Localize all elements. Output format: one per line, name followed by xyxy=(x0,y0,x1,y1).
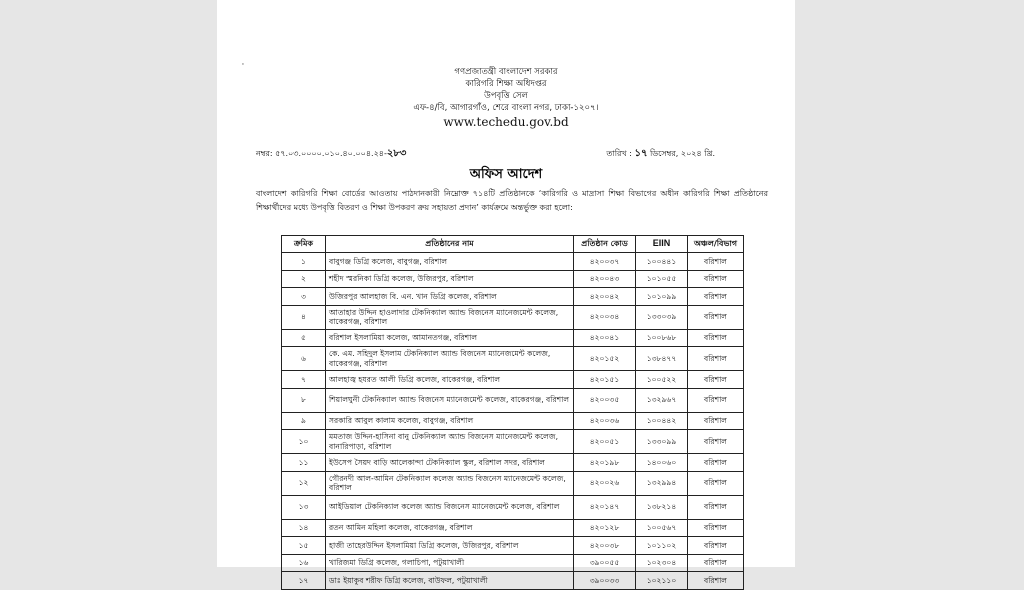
website-url: www.techedu.gov.bd xyxy=(443,115,569,129)
region-cell: বরিশাল xyxy=(688,454,744,472)
table-row xyxy=(282,388,744,412)
table-row xyxy=(282,495,744,519)
institution-code-cell: ৪২০০৩৬ xyxy=(574,412,636,430)
serial-cell: ১৬ xyxy=(282,554,326,572)
table-row xyxy=(282,537,744,555)
eiin-cell: ১০১১০২ xyxy=(636,537,688,555)
region-cell: বরিশাল xyxy=(688,430,744,454)
eiin-cell: ১০২১১০ xyxy=(636,572,688,590)
col-name-header: প্রতিষ্ঠানের নাম xyxy=(326,236,574,253)
serial-cell: ১ xyxy=(282,253,326,271)
document-page xyxy=(217,0,795,585)
region-cell: বরিশাল xyxy=(688,554,744,572)
table-body xyxy=(282,253,744,590)
region-cell: বরিশাল xyxy=(688,572,744,590)
institution-code-cell: ৪২০০৪৩ xyxy=(574,270,636,288)
institution-name-cell: কে. এম. সহিদুল ইসলাম টেকনিক্যাল অ্যান্ড বিজনেস ম্যানেজমেন্ট কলেজ, বাকেরগঞ্জ, বরিশাল xyxy=(326,347,574,371)
institution-name-cell: শহীদ স্মরনিকা ডিগ্রি কলেজ, উজিরপুর, বরিশাল xyxy=(326,270,574,288)
eiin-cell: ১৩৮২১৪ xyxy=(636,495,688,519)
serial-cell: ৮ xyxy=(282,388,326,412)
serial-cell: ১৫ xyxy=(282,537,326,555)
eiin-cell: ১০০৮৬৮ xyxy=(636,329,688,347)
col-eiin-header: EIIN xyxy=(636,236,688,253)
institution-code-cell: ৪২০০৪১ xyxy=(574,329,636,347)
institution-name-cell: বরিশাল ইসলামিয়া কলেজ, আমানতগঞ্জ, বরিশাল xyxy=(326,329,574,347)
institution-name-cell: মমতাজ উদ্দিন-হাসিনা বানু টেকনিক্যাল অ্যান্ড বিজনেস ম্যানেজমেন্ট কলেজ, বানারিপাড়া, বরিশাল xyxy=(326,430,574,454)
table-row xyxy=(282,288,744,306)
eiin-cell: ১০১০৯৯ xyxy=(636,288,688,306)
region-cell: বরিশাল xyxy=(688,471,744,495)
table-row xyxy=(282,519,744,537)
scan-speck: ' xyxy=(242,62,244,70)
eiin-cell: ১৩২৯৯৪ xyxy=(636,471,688,495)
eiin-cell: ১৩৮৪৭৭ xyxy=(636,347,688,371)
serial-cell: ২ xyxy=(282,270,326,288)
institution-name-cell: আতাহার উদ্দিন হাওলাদার টেকনিক্যাল অ্যান্ড বিজনেস ম্যানেজমেন্ট কলেজ, বাকেরগঞ্জ, বরিশাল xyxy=(326,305,574,329)
serial-cell: ১৭ xyxy=(282,572,326,590)
eiin-cell: ১০১০৫৫ xyxy=(636,270,688,288)
serial-cell: ৭ xyxy=(282,371,326,389)
table-row xyxy=(282,454,744,472)
letterhead xyxy=(217,66,795,130)
institution-code-cell: ৪২০০৫১ xyxy=(574,430,636,454)
region-cell: বরিশাল xyxy=(688,347,744,371)
serial-cell: ৩ xyxy=(282,288,326,306)
institution-name-cell: গৌরনদী আল-আমিন টেকনিক্যাল কলেজ অ্যান্ড বিজনেস ম্যানেজমেন্ট কলেজ, বরিশাল xyxy=(326,471,574,495)
serial-cell: ৪ xyxy=(282,305,326,329)
table-header-row xyxy=(282,236,744,253)
institution-code-cell: ৩৯০০৩৩ xyxy=(574,572,636,590)
serial-cell: ৫ xyxy=(282,329,326,347)
institution-name-cell: খারিজমা ডিগ্রি কলেজ, গলাচিপা, পটুয়াখালী xyxy=(326,554,574,572)
institution-code-cell: ৪২০০৩৪ xyxy=(574,305,636,329)
col-region-header: অঞ্চল/বিভাগ xyxy=(688,236,744,253)
institution-code-cell: ৪২০১২৮ xyxy=(574,519,636,537)
eiin-cell: ১০২৩০৪ xyxy=(636,554,688,572)
memo-number-handwritten: ২৮৩ xyxy=(386,148,407,159)
institution-name-cell: সরকারি আবুল কালাম কলেজ, বাবুগঞ্জ, বরিশাল xyxy=(326,412,574,430)
table-row xyxy=(282,329,744,347)
letterhead-line-1: গণপ্রজাতন্ত্রী বাংলাদেশ সরকার xyxy=(454,67,558,77)
region-cell: বরিশাল xyxy=(688,305,744,329)
institution-name-cell: হাজী তাহেরউদ্দিন ইসলামিয়া ডিগ্রি কলেজ, উজিরপুর, বরিশাল xyxy=(326,537,574,555)
table-row xyxy=(282,347,744,371)
institution-code-cell: ৩৯০০৫৫ xyxy=(574,554,636,572)
memo-date xyxy=(606,146,715,163)
eiin-cell: ১৩৩০৩৯ xyxy=(636,305,688,329)
letterhead-address: এফ-৪/বি, আগারগাঁও, শেরে বাংলা নগর, ঢাকা-১২০৭। xyxy=(413,103,599,113)
eiin-cell: ১০০৪৪১ xyxy=(636,253,688,271)
institution-name-cell: ডাঃ ইয়াকুব শরীফ ডিগ্রি কলেজ, বাউফল, পটুয়াখালী xyxy=(326,572,574,590)
eiin-cell: ১৩৩০৯৯ xyxy=(636,430,688,454)
institution-code-cell: ৪২০০৩৮ xyxy=(574,537,636,555)
institution-code-cell: ৪২০০৩৫ xyxy=(574,388,636,412)
serial-cell: ১১ xyxy=(282,454,326,472)
region-cell: বরিশাল xyxy=(688,371,744,389)
memo-number xyxy=(256,146,406,163)
eiin-cell: ১০০৫২২ xyxy=(636,371,688,389)
region-cell: বরিশাল xyxy=(688,412,744,430)
serial-cell: ১৪ xyxy=(282,519,326,537)
eiin-cell: ১৩২৯৬৭ xyxy=(636,388,688,412)
institution-name-cell: ইউসেপ সৈয়দ বাড়ি আলেকান্দা টেকনিক্যাল স্কুল, বরিশাল সদর, বরিশাল xyxy=(326,454,574,472)
institution-code-cell: ৪২০০৪২ xyxy=(574,288,636,306)
institution-code-cell: ৪২০০২৬ xyxy=(574,471,636,495)
region-cell: বরিশাল xyxy=(688,270,744,288)
date-rest: ডিসেম্বর, ২০২৪ খ্রি. xyxy=(650,149,715,158)
eiin-cell: ১০০৪৪২ xyxy=(636,412,688,430)
table-row xyxy=(282,412,744,430)
institution-table xyxy=(281,235,744,590)
region-cell: বরিশাল xyxy=(688,519,744,537)
region-cell: বরিশাল xyxy=(688,388,744,412)
serial-cell: ১৩ xyxy=(282,495,326,519)
region-cell: বরিশাল xyxy=(688,495,744,519)
table-row xyxy=(282,572,744,590)
institution-name-cell: রতন আমিন মহিলা কলেজ, বাকেরগঞ্জ, বরিশাল xyxy=(326,519,574,537)
serial-cell: ৬ xyxy=(282,347,326,371)
region-cell: বরিশাল xyxy=(688,537,744,555)
table-row xyxy=(282,270,744,288)
institution-code-cell: ৪২০১৫১ xyxy=(574,371,636,389)
serial-cell: ১০ xyxy=(282,430,326,454)
document-title: অফিস আদেশ xyxy=(469,167,543,182)
institution-code-cell: ৪২০১৫২ xyxy=(574,347,636,371)
eiin-cell: ১৪০০৬০ xyxy=(636,454,688,472)
letterhead-line-2: কারিগরি শিক্ষা অধিদপ্তর xyxy=(465,79,547,89)
region-cell: বরিশাল xyxy=(688,253,744,271)
table-row xyxy=(282,471,744,495)
serial-cell: ৯ xyxy=(282,412,326,430)
date-label: তারিখ : xyxy=(606,149,632,158)
memo-number-label: নম্বর: ৫৭.০৩.০০০০.০১০.৪০.০০৪.২৪- xyxy=(256,149,387,158)
region-cell: বরিশাল xyxy=(688,329,744,347)
date-handwritten: ১৭ xyxy=(634,148,648,159)
table-row xyxy=(282,554,744,572)
institution-code-cell: ৪২০১৪৭ xyxy=(574,495,636,519)
institution-code-cell: ৪২০১৯৮ xyxy=(574,454,636,472)
table-row xyxy=(282,253,744,271)
institution-name-cell: বাবুগঞ্জ ডিগ্রি কলেজ, বাবুগঞ্জ, বরিশাল xyxy=(326,253,574,271)
table-row xyxy=(282,371,744,389)
region-cell: বরিশাল xyxy=(688,288,744,306)
institution-name-cell: আইডিয়াল টেকনিক্যাল কলেজ অ্যান্ড বিজনেস ম্যানেজমেন্ট কলেজ, বরিশাল xyxy=(326,495,574,519)
col-code-header: প্রতিষ্ঠান কোড xyxy=(574,236,636,253)
table-row xyxy=(282,305,744,329)
institution-name-cell: শিয়ালঘুনী টেকনিক্যাল অ্যান্ড বিজনেস ম্যানেজমেন্ট কলেজ, বাকেরগঞ্জ, বরিশাল xyxy=(326,388,574,412)
serial-cell: ১২ xyxy=(282,471,326,495)
letterhead-line-3: উপবৃত্তি সেল xyxy=(484,91,528,101)
institution-name-cell: আলহাজ্ব হযরত আলী ডিগ্রি কলেজ, বাকেরগঞ্জ, বরিশাল xyxy=(326,371,574,389)
institution-code-cell: ৪২০০৩৭ xyxy=(574,253,636,271)
intro-paragraph: বাংলাদেশ কারিগরি শিক্ষা বোর্ডের আওতায় পাঠদানকারী নিম্নোক্ত ৭১৪টি প্রতিষ্ঠানকে ‘কারিগরি ও মাদ্রাসা শিক্ষা বিভাগের অধীন কারিগরি শিক্ষা প্রতিষ্ঠানের শিক্ষার্থীদের মধ্যে উপবৃত্তি বিতরণ ও শিক্ষা উপকরণ ক্রয় সহায়তা প্রদান’ কার্যক্রমে অন্তর্ভুক্ত করা হলো: xyxy=(256,189,768,212)
eiin-cell: ১০০৫৬৭ xyxy=(636,519,688,537)
col-serial-header: ক্রমিক xyxy=(282,236,326,253)
table-row xyxy=(282,430,744,454)
institution-name-cell: উজিরপুর আলহাজ বি. এন. খান ডিগ্রি কলেজ, বরিশাল xyxy=(326,288,574,306)
